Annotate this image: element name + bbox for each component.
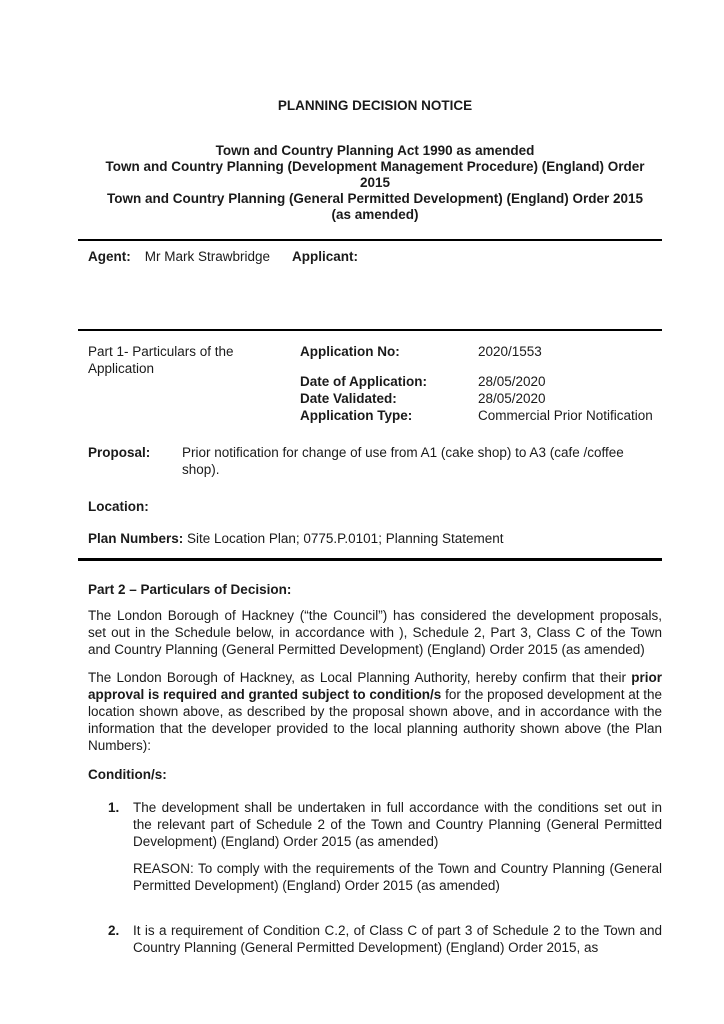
condition-body [133,799,662,894]
proposal-text: Prior notification for change of use from A1 (cake shop) to A3 (cafe /coffee shop). [182,445,624,477]
proposal-label: Proposal: [88,445,151,460]
agent-value: Mr Mark Strawbridge [144,249,271,264]
act-line-2: Town and Country Planning (Development Management Procedure) (England) Order [105,159,645,174]
plan-numbers-value: Site Location Plan; 0775.P.0101; Planning Statement [183,531,504,546]
field-value: 2020/1553 [478,344,542,359]
applicant-label: Applicant: [292,249,359,264]
part1-section [88,331,662,424]
field-value: 28/05/2020 [478,391,546,406]
field-row-date-validated [300,390,662,407]
parties-section [88,241,662,265]
plan-numbers-row [88,530,662,547]
field-label: Date Validated: [300,391,397,406]
act-line-4: Town and Country Planning (General Permitted Development) (England) Order 2015 [106,191,644,206]
condition-number: 1. [108,800,120,815]
field-row-application-no [300,343,662,360]
conditions-heading: Condition/s: [88,767,167,782]
field-value: Commercial Prior Notification [478,408,653,423]
decision-paragraph-1: The London Borough of Hackney (“the Council”) has considered the development proposals, set out in the Schedule below, in accordance with ), Schedule 2, Part 3, Class C of the Town and Country Planning (General Permitted Development) (England) Order 2015 (as amended) [88,608,662,657]
field-label: Application Type: [300,408,413,423]
condition-number: 2. [108,923,120,938]
condition-reason: REASON: To comply with the requirements of the Town and Country Planning (General Permitted Development) (England) Order 2015 (as amended) [133,861,662,893]
field-spacer [300,360,662,373]
condition-item-2 [108,922,662,956]
document-title: PLANNING DECISION NOTICE [277,98,473,113]
field-value: 28/05/2020 [478,374,546,389]
part1-heading: Part 1- Particulars of the Application [88,344,234,376]
legislation-block [88,143,662,223]
proposal-row [88,444,662,478]
field-row-application-type [300,407,662,424]
condition-body [133,922,662,956]
part1-fields [300,343,662,424]
condition-text: It is a requirement of Condition C.2, of Class C of part 3 of Schedule 2 to the Town and Country Planning (General Permitted Development) (England) Order 2015, as [133,923,662,955]
decision-paragraph-2-bold: prior approval is required and granted subject to condition/s [88,670,662,702]
act-line-1: Town and Country Planning Act 1990 as amended [215,143,535,158]
condition-text: The development shall be undertaken in full accordance with the conditions set out in the relevant part of Schedule 2 of the Town and Country Planning (General Permitted Development) (England) Order 2015 (as amended) [133,800,662,849]
plan-numbers-label: Plan Numbers: [88,531,184,546]
field-label: Application No: [300,344,400,359]
decision-paragraph-2-end: for the proposed development at the location shown above, as described by the proposal shown above, and in accordance with the information that the developer provided to the local planning authority shown above (the Plan Numbers): [88,687,662,753]
location-row [88,498,662,515]
condition-item-1 [108,799,662,894]
location-label: Location: [88,499,149,514]
part2-heading: Part 2 – Particulars of Decision: [88,582,292,597]
decision-paragraph-2 [88,669,662,754]
decision-paragraph-2-start: The London Borough of Hackney, as Local Planning Authority, hereby confirm that their [88,670,632,685]
field-label: Date of Application: [300,374,427,389]
act-line-3: 2015 [359,175,391,190]
divider-part1 [78,558,662,561]
agent-label: Agent: [88,249,131,264]
field-row-date-of-application [300,373,662,390]
act-line-5: (as amended) [331,207,419,222]
